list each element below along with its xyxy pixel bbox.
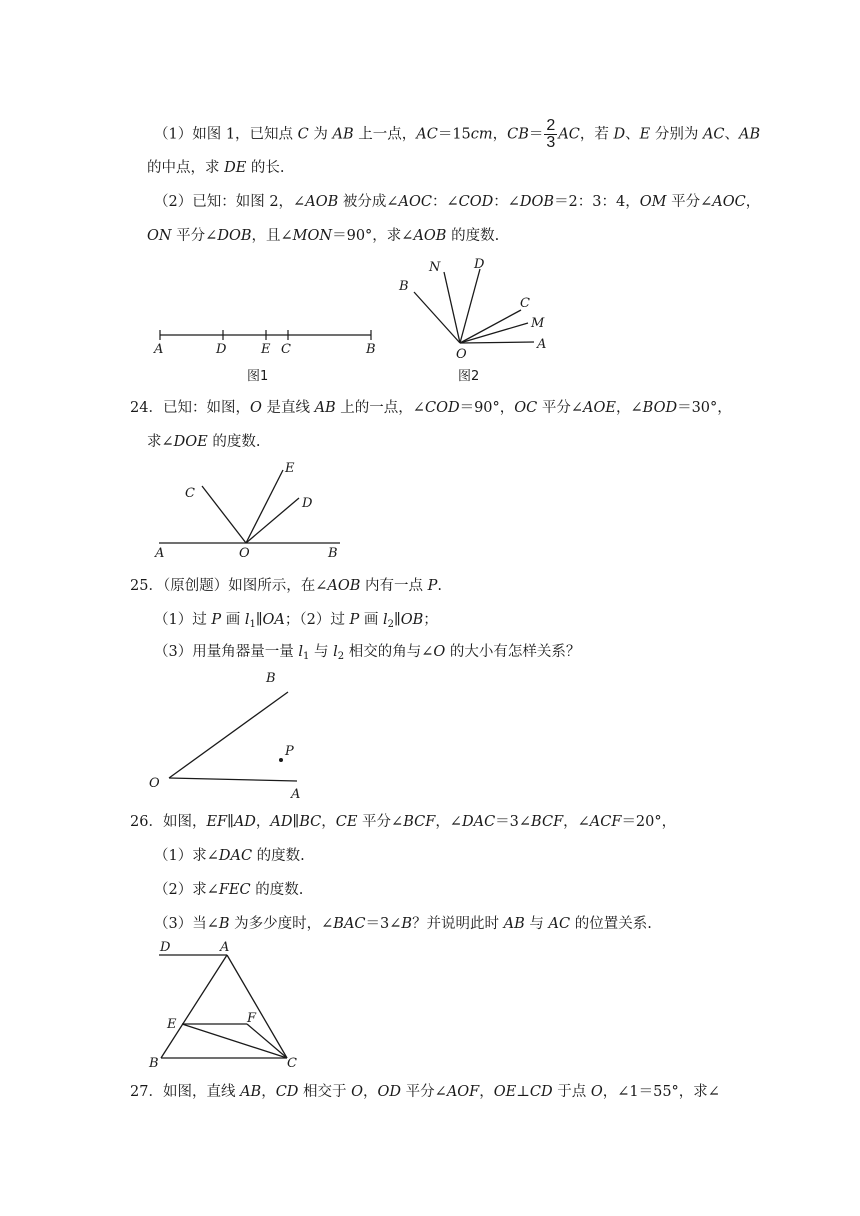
q26-line4 — [154, 914, 652, 934]
text: OD — [377, 1084, 402, 1100]
text: ， — [745, 194, 761, 210]
text: （1）如图 1，已知点 — [154, 126, 298, 143]
text: 平分∠ — [537, 400, 584, 416]
text: DOB — [519, 194, 555, 210]
text: 24．已知：如图， — [130, 400, 250, 416]
text: ，∠ — [435, 814, 462, 830]
text: COD — [458, 194, 494, 210]
figure-2-caption: 图2 — [458, 369, 480, 384]
label-o: O — [239, 546, 250, 560]
text: C — [297, 126, 309, 143]
text: 2 — [337, 651, 345, 662]
text: OM — [639, 194, 667, 210]
line-ec — [182, 1024, 287, 1058]
text: AC — [702, 126, 725, 143]
label-o: O — [149, 776, 160, 791]
ray-od — [460, 269, 480, 343]
label-b: B — [328, 546, 338, 560]
text: 与 — [309, 644, 334, 660]
q23-part1-line2 — [147, 158, 285, 178]
text: 上的一点，∠ — [335, 400, 425, 416]
text: ＝30°， — [677, 400, 732, 416]
text: ，∠1＝55°，求∠ — [602, 1084, 720, 1100]
text: 的度数. — [250, 882, 304, 898]
text: OB — [400, 612, 424, 628]
text: 25．（原创题）如图所示，在∠ — [130, 578, 328, 594]
text: 的位置关系. — [570, 916, 652, 932]
text: ， — [479, 1084, 494, 1100]
text: （1）过 — [154, 612, 212, 628]
ray-oc — [202, 486, 246, 543]
label-a: A — [291, 787, 301, 802]
figure-1-caption: 图1 — [247, 369, 269, 384]
figure-q25 — [147, 666, 307, 802]
text: AB — [314, 400, 336, 416]
text: AD — [233, 814, 256, 830]
text: 求∠ — [147, 434, 174, 450]
text: （3）用量角器量一量 — [154, 644, 299, 660]
label-b: B — [366, 342, 376, 357]
text: cm — [470, 126, 493, 143]
text: 平分∠ — [666, 194, 713, 210]
text: ＝90°，求∠ — [332, 228, 414, 244]
text: CD — [529, 1084, 553, 1100]
q26-line3 — [154, 880, 303, 900]
text: ；（2）过 — [284, 612, 350, 628]
text: AC — [558, 126, 580, 143]
text: DAC — [218, 848, 253, 864]
ray-oc — [460, 310, 521, 343]
figure-q26 — [147, 936, 307, 1072]
text: 于点 — [552, 1084, 591, 1100]
text: ∥ — [292, 814, 300, 830]
text: 平分∠ — [171, 228, 218, 244]
text: FEC — [218, 882, 251, 898]
q24-line1 — [130, 398, 732, 418]
text: AC — [416, 126, 438, 143]
text: BAC — [333, 916, 366, 932]
text: AOB — [413, 228, 447, 244]
text: CE — [335, 814, 358, 830]
text: AOB — [305, 194, 339, 210]
text: ，若 — [579, 126, 614, 143]
ray-oe — [246, 470, 283, 543]
q24-line2 — [147, 432, 260, 452]
text: （2）已知：如图 2，∠ — [154, 194, 306, 210]
text: E — [639, 126, 651, 143]
text: 相交的角与∠ — [344, 644, 434, 660]
text: 相交于 — [298, 1084, 352, 1100]
text: 为多少度时，∠ — [229, 916, 334, 932]
text: 的中点，求 — [147, 160, 225, 176]
text: BOD — [642, 400, 678, 416]
text: 27．如图，直线 — [130, 1084, 241, 1100]
ray-ob — [414, 292, 460, 343]
text: （2）求∠ — [154, 882, 219, 898]
text: DE — [224, 160, 247, 176]
label-o: O — [456, 347, 467, 362]
text: EF — [206, 814, 228, 830]
label-f: F — [247, 1011, 257, 1026]
text: ：∠ — [493, 194, 520, 210]
ray-od — [246, 498, 299, 543]
label-b: B — [266, 671, 276, 686]
text: 上一点， — [353, 126, 417, 143]
text: OE — [493, 1084, 517, 1100]
label-m: M — [531, 316, 545, 331]
q23-part2-line2 — [147, 226, 499, 246]
q25-line2 — [154, 610, 438, 635]
q27-line1 — [130, 1082, 720, 1102]
text: ， — [492, 126, 508, 143]
text: B — [401, 916, 413, 932]
fraction-denominator: 3 — [546, 134, 556, 151]
ray-on — [444, 272, 460, 343]
text: 、 — [625, 126, 640, 143]
text: COD — [424, 400, 460, 416]
label-c: C — [520, 296, 530, 311]
label-d: D — [160, 940, 171, 955]
ray-om — [460, 323, 528, 343]
text: l — [333, 644, 338, 660]
text: DOE — [173, 434, 208, 450]
text: ，∠ — [615, 400, 643, 416]
label-a: A — [154, 342, 164, 357]
line-ac — [227, 955, 287, 1058]
fraction-two-thirds — [544, 118, 557, 151]
text: ， — [261, 1084, 276, 1100]
label-d: D — [302, 496, 313, 511]
text: AB — [503, 916, 525, 932]
text: CD — [275, 1084, 299, 1100]
text: ； — [423, 612, 438, 628]
text: DAC — [461, 814, 496, 830]
text: ＝3∠ — [495, 814, 532, 830]
text: MON — [292, 228, 333, 244]
text: AOC — [712, 194, 746, 210]
label-c: C — [281, 342, 291, 357]
text: 、 — [724, 126, 740, 143]
text: P — [427, 578, 438, 594]
text: ＝ — [528, 126, 544, 143]
text: BC — [299, 814, 322, 830]
ray-oa — [169, 778, 297, 781]
text: BCF — [403, 814, 436, 830]
text: P — [349, 612, 360, 628]
text: ＝3∠ — [365, 916, 402, 932]
text: AD — [270, 814, 293, 830]
text: （3）当∠ — [154, 916, 219, 932]
q23-part2-line1 — [154, 192, 760, 212]
q26-line1 — [130, 812, 676, 832]
text: l — [382, 612, 388, 628]
text: 平分∠ — [401, 1084, 447, 1100]
label-d: D — [216, 342, 227, 357]
text: ＝15 — [437, 126, 471, 143]
q25-line1 — [130, 576, 442, 596]
text: 的长. — [246, 160, 285, 176]
label-a: A — [537, 337, 547, 352]
figure-2-angles — [388, 252, 552, 384]
text: B — [218, 916, 230, 932]
text: CB — [507, 126, 529, 143]
text: l — [244, 612, 250, 628]
text: ∥ — [255, 612, 263, 628]
text: P — [211, 612, 222, 628]
text: AB — [332, 126, 354, 143]
text: ：∠ — [431, 194, 459, 210]
text: OA — [262, 612, 285, 628]
text: ， — [321, 814, 336, 830]
label-a: A — [155, 546, 165, 560]
text: 平分∠ — [357, 814, 404, 830]
text: 与 — [524, 916, 549, 932]
text: ＝2：3：4， — [554, 194, 640, 210]
ray-oa — [460, 342, 534, 343]
line-ab — [161, 955, 227, 1058]
q23-part1-line1 — [154, 118, 760, 151]
label-c: C — [185, 486, 195, 501]
text: 内有一点 — [360, 578, 428, 594]
text: 1 — [249, 619, 256, 630]
label-e: E — [167, 1017, 177, 1032]
text: ACF — [589, 814, 622, 830]
text: ON — [147, 228, 172, 244]
point-p — [279, 758, 283, 762]
text: AB — [739, 126, 761, 143]
text: AOB — [327, 578, 361, 594]
ray-ob — [169, 692, 288, 778]
text: ⊥ — [516, 1084, 530, 1100]
label-p: P — [285, 744, 294, 759]
text: AOF — [446, 1084, 480, 1100]
label-b: B — [399, 279, 409, 294]
text: O — [433, 644, 446, 660]
text: l — [298, 644, 303, 660]
text: 画 — [359, 612, 383, 628]
q26-line2 — [154, 846, 305, 866]
fraction-numerator: 2 — [546, 117, 556, 134]
label-e: E — [261, 342, 271, 357]
text: ∥ — [227, 814, 234, 830]
text: AOE — [583, 400, 616, 416]
figure-1-segment — [147, 300, 387, 384]
text: ， — [255, 814, 271, 830]
text: 画 — [221, 612, 245, 628]
text: . — [437, 578, 442, 594]
text: 的度数. — [207, 434, 261, 450]
figure-q24 — [147, 456, 347, 560]
text: O — [590, 1084, 603, 1100]
text: 的大小有怎样关系？ — [445, 644, 581, 660]
text: ＝20°， — [621, 814, 677, 830]
label-a: A — [220, 940, 230, 955]
text: ∥ — [394, 612, 401, 628]
text: DOB — [217, 228, 252, 244]
text: 26．如图， — [130, 814, 207, 830]
text: O — [351, 1084, 364, 1100]
label-b: B — [149, 1056, 159, 1071]
text: 为 — [308, 126, 333, 143]
text: O — [249, 400, 262, 416]
text: （1）求∠ — [154, 848, 219, 864]
text: 1 — [302, 651, 310, 662]
line-fc — [247, 1024, 287, 1058]
text: ，∠ — [563, 814, 590, 830]
q25-line3 — [154, 642, 580, 667]
text: 是直线 — [261, 400, 315, 416]
text: D — [613, 126, 626, 143]
label-c: C — [287, 1056, 297, 1071]
label-d: D — [474, 257, 485, 272]
text: AC — [548, 916, 571, 932]
text: 的度数. — [252, 848, 305, 864]
text: ，且∠ — [251, 228, 293, 244]
text: AOC — [398, 194, 432, 210]
label-n: N — [429, 260, 441, 275]
label-e: E — [285, 461, 295, 476]
text: 2 — [387, 619, 394, 630]
text: AB — [240, 1084, 262, 1100]
text: OC — [514, 400, 538, 416]
text: ？并说明此时 — [412, 916, 504, 932]
text: BCF — [531, 814, 564, 830]
text: 分别为 — [650, 126, 703, 143]
text: 的度数. — [446, 228, 500, 244]
text: ＝90°， — [459, 400, 515, 416]
text: 被分成∠ — [338, 194, 399, 210]
text: ， — [363, 1084, 378, 1100]
